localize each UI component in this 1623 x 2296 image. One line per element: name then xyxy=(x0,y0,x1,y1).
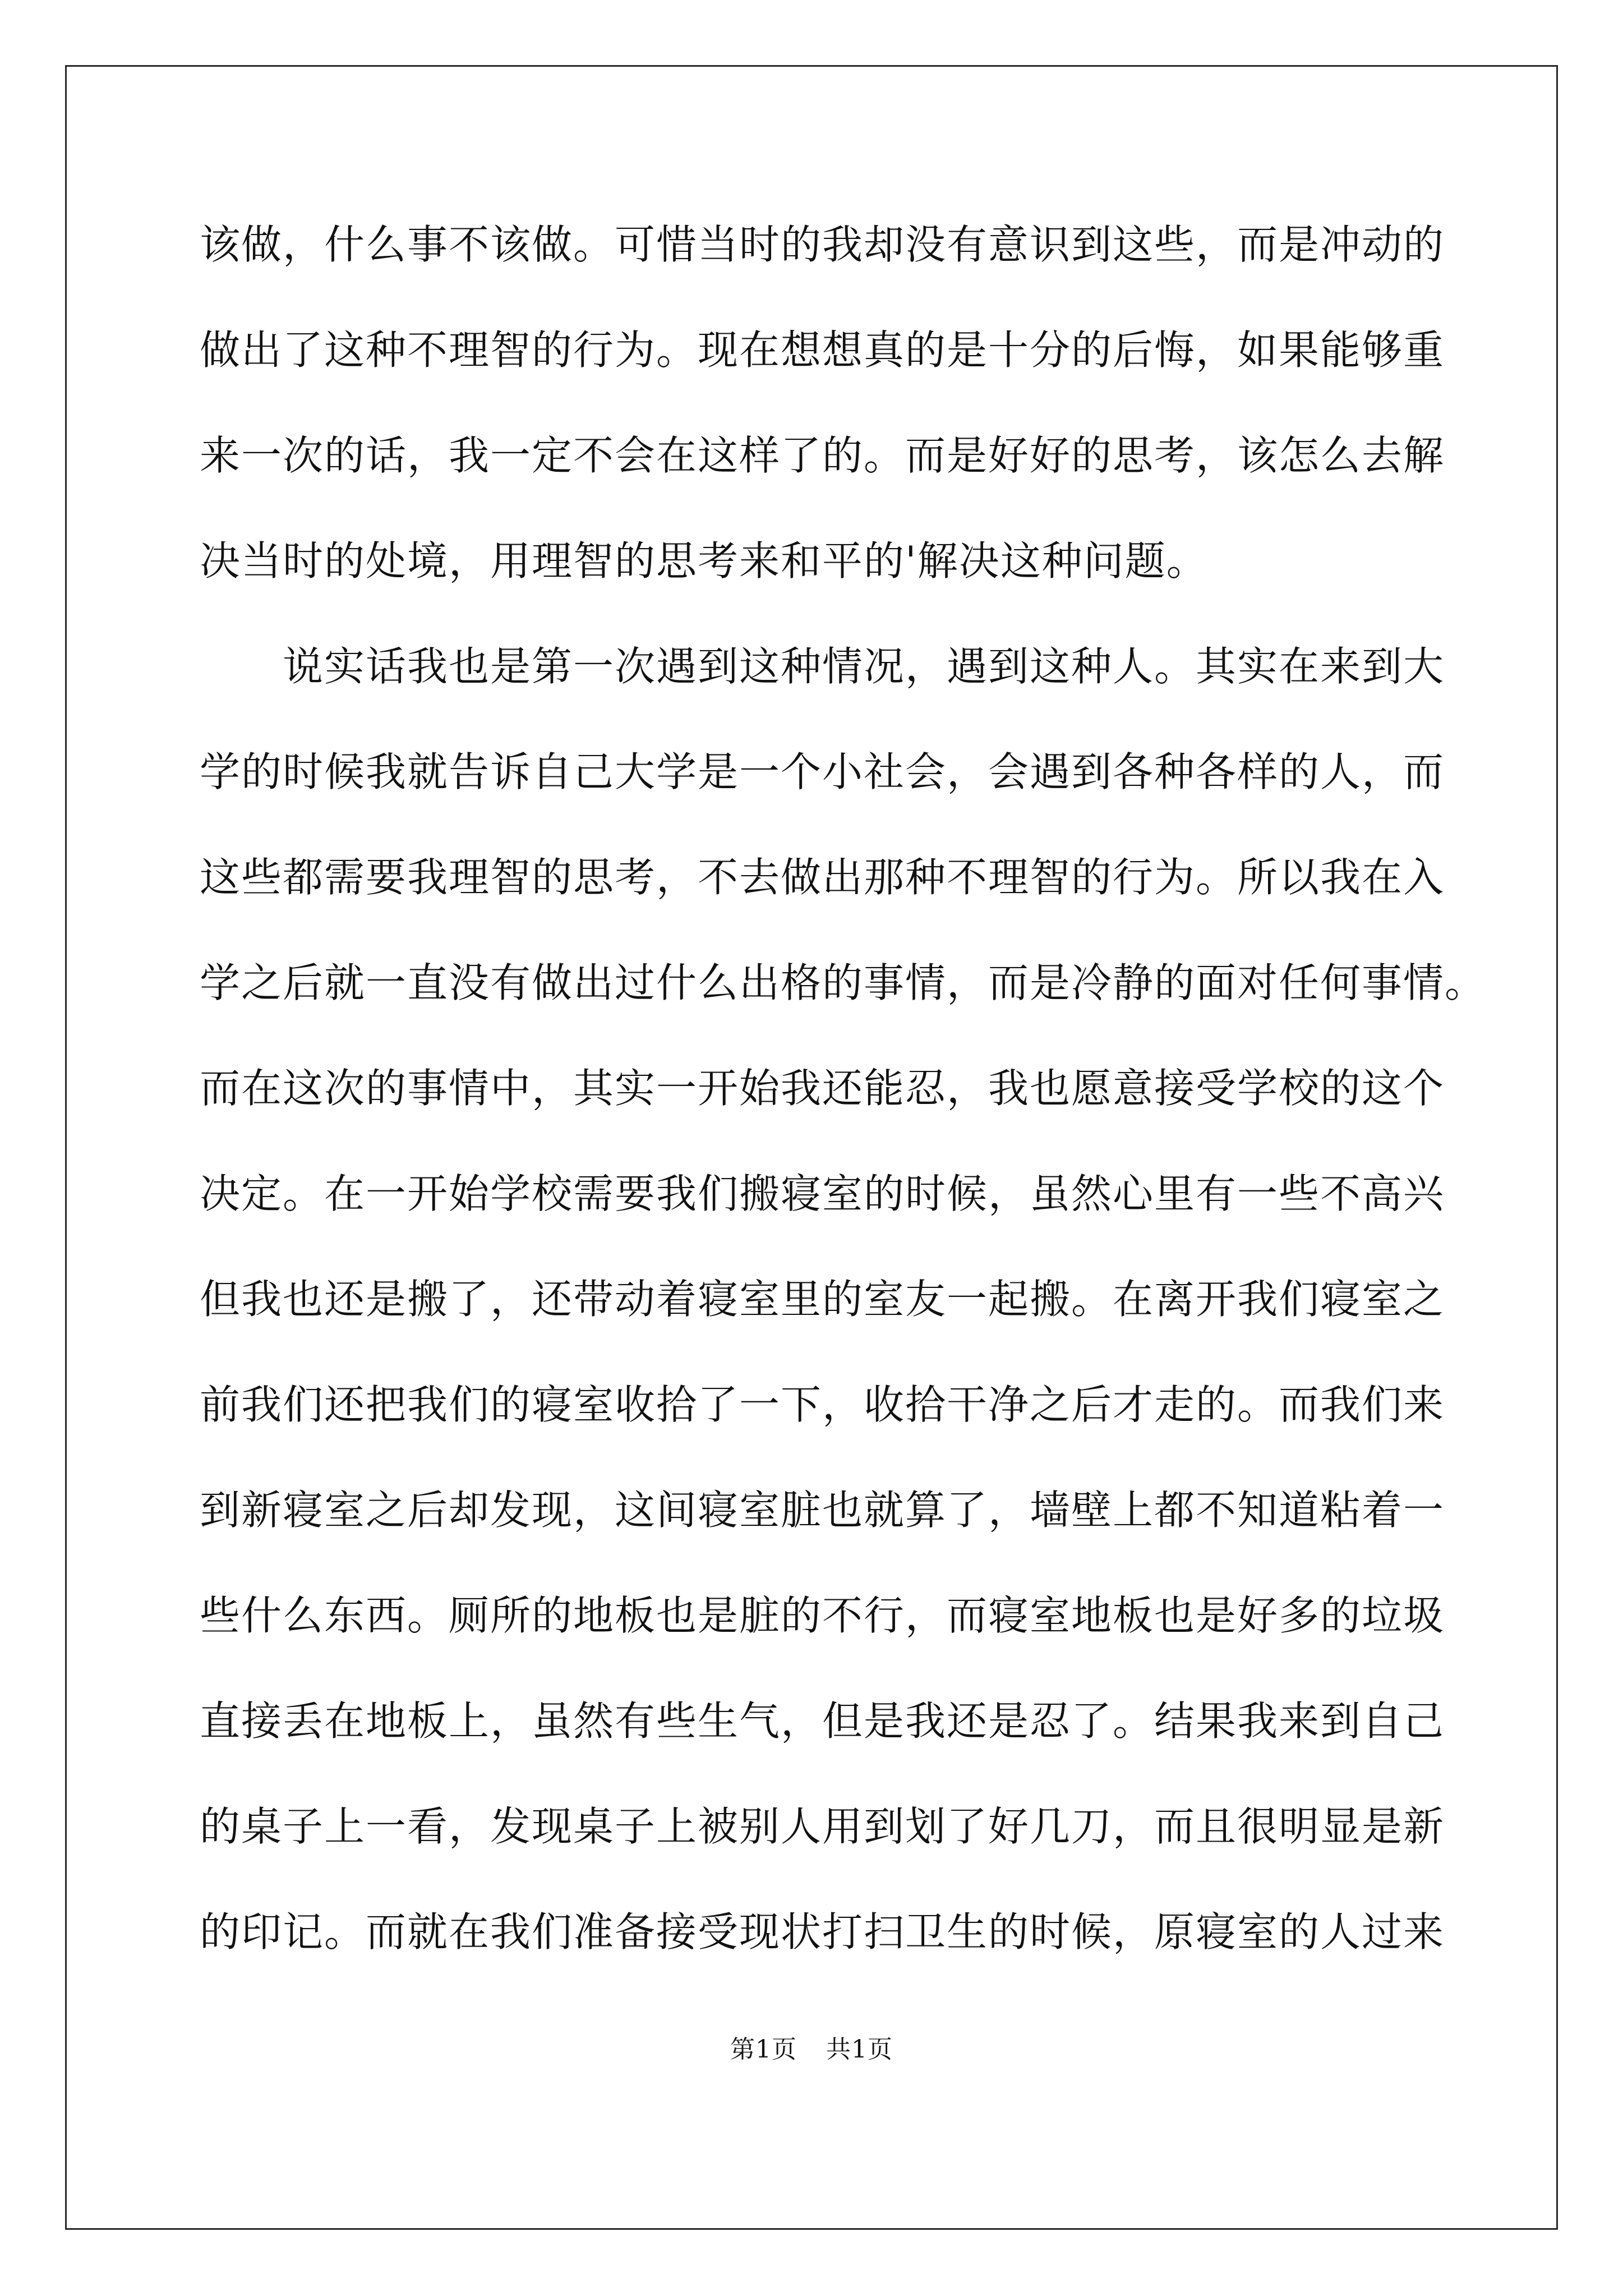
page-number: 第1页 xyxy=(730,2035,797,2064)
text-line: 这些都需要我理智的思考，不去做出那种不理智的行为。所以我在入 xyxy=(200,854,1445,901)
text-line: 来一次的话，我一定不会在这样了的。而是好好的思考，该怎么去解 xyxy=(200,432,1445,479)
text-line: 决当时的处境，用理智的思考来和平的'解决这种问题。 xyxy=(200,537,1208,585)
text-line: 学的时候我就告诉自己大学是一个小社会，会遇到各种各样的人，而 xyxy=(200,748,1445,795)
text-line: 到新寝室之后却发现，这间寝室脏也就算了，墙壁上都不知道粘着一 xyxy=(200,1487,1445,1534)
text-line: 但我也还是搬了，还带动着寝室里的室友一起搬。在离开我们寝室之 xyxy=(200,1276,1445,1323)
total-pages: 共1页 xyxy=(826,2035,893,2064)
text-line: 的桌子上一看，发现桌子上被别人用到划了好几刀，而且很明显是新 xyxy=(200,1803,1445,1850)
text-line: 直接丢在地板上，虽然有些生气，但是我还是忍了。结果我来到自己 xyxy=(200,1697,1445,1745)
text-line: 前我们还把我们的寝室收拾了一下，收拾干净之后才走的。而我们来 xyxy=(200,1381,1445,1428)
text-line: 而在这次的事情中，其实一开始我还能忍，我也愿意接受学校的这个 xyxy=(200,1065,1445,1112)
text-line: 该做，什么事不该做。可惜当时的我却没有意识到这些，而是冲动的 xyxy=(200,221,1445,268)
text-line: 决定。在一开始学校需要我们搬寝室的时候，虽然心里有一些不高兴 xyxy=(200,1170,1445,1217)
text-line: 做出了这种不理智的行为。现在想想真的是十分的后悔，如果能够重 xyxy=(200,326,1445,374)
page-footer xyxy=(0,2033,1623,2067)
body-text xyxy=(200,218,1487,2010)
text-line: 些什么东西。厕所的地板也是脏的不行，而寝室地板也是好多的垃圾 xyxy=(200,1592,1445,1639)
paragraph-start-line: 说实话我也是第一次遇到这种情况，遇到这种人。其实在来到大 xyxy=(283,643,1445,690)
text-line: 的印记。而就在我们准备接受现状打扫卫生的时候，原寝室的人过来 xyxy=(200,1908,1445,1955)
text-line: 学之后就一直没有做出过什么出格的事情，而是冷静的面对任何事情。 xyxy=(200,959,1487,1006)
